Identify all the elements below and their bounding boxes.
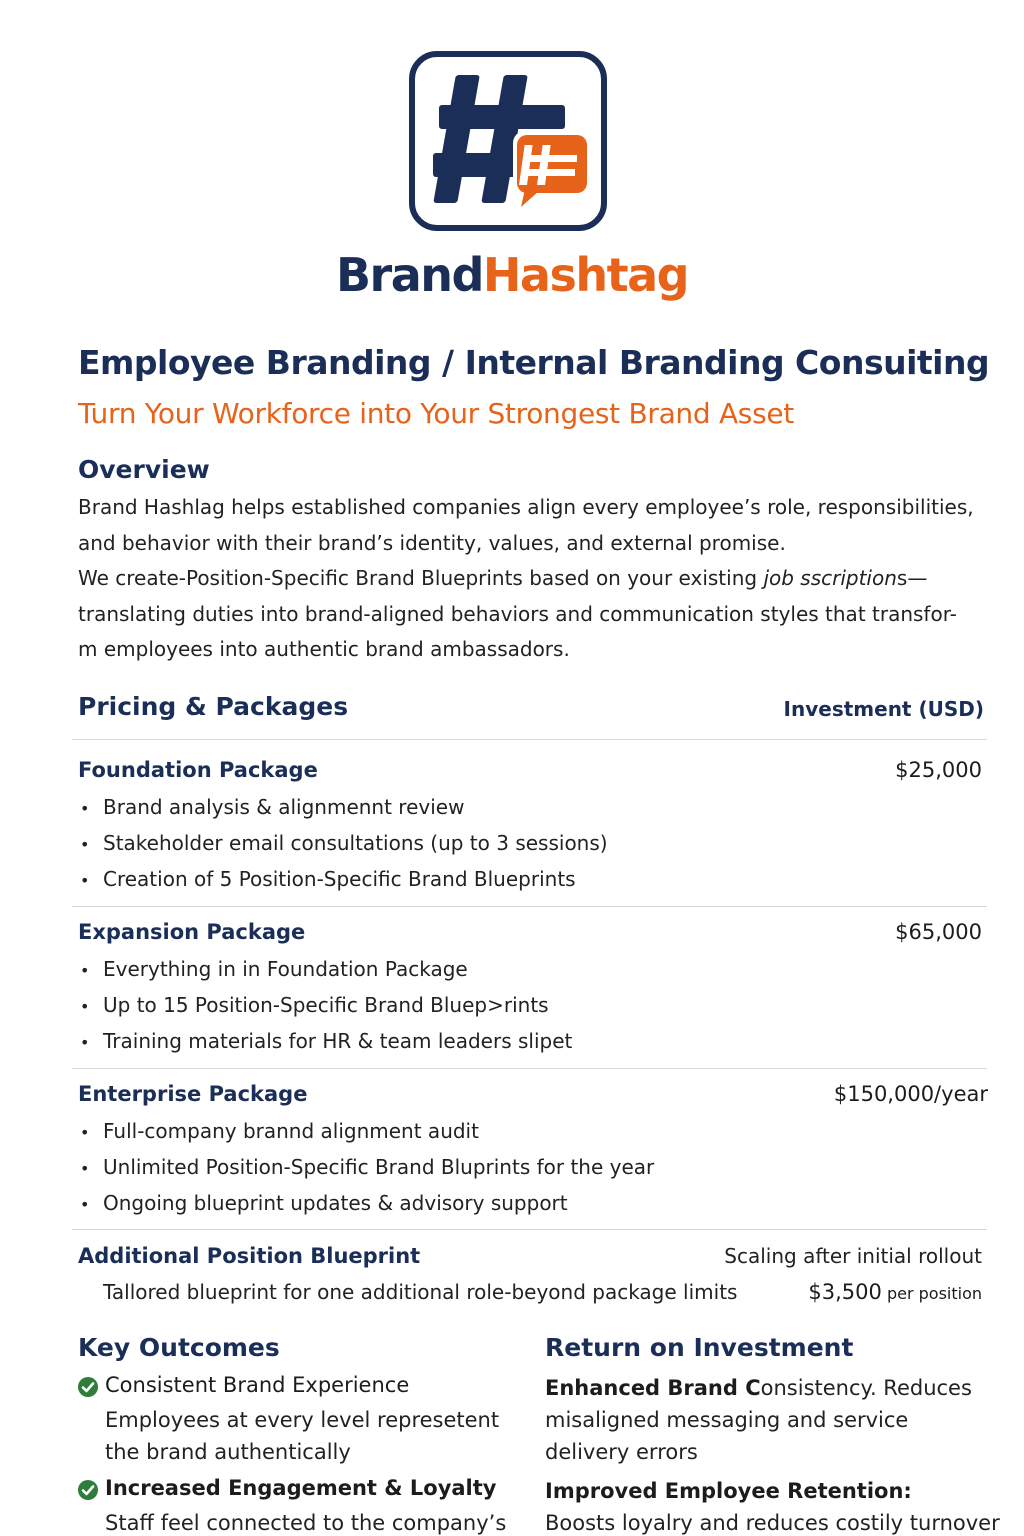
- check-circle-icon: [78, 1480, 98, 1500]
- package-price: $25,000: [895, 758, 982, 782]
- pricing-heading: Pricing & Packages: [78, 692, 349, 721]
- speech-bubble-icon: [513, 131, 591, 207]
- brand-name-part1: Brand: [335, 248, 483, 302]
- overview-line: m employees into authentic brand ambassadors.: [78, 637, 570, 661]
- package-features: [80, 1113, 654, 1221]
- divider: [72, 739, 987, 740]
- list-item: • Unlimited Position-Specific Brand Bluprints for the year: [80, 1155, 655, 1179]
- package-price: $65,000: [895, 920, 982, 944]
- list-item: • Up to 15 Position-Specific Brand Bluep>rints: [80, 993, 549, 1017]
- roi-heading: Return on Investment: [545, 1333, 854, 1362]
- package-price: $150,000/year: [833, 1082, 988, 1106]
- list-item: • Creation of 5 Position-Specific Brand Blueprints: [80, 867, 576, 891]
- outcome-description: Employees at every level represetent the brand authentically: [105, 1408, 500, 1464]
- divider: [72, 1068, 987, 1069]
- overview-line: translating duties into brand-aligned behaviors and communication styles that transfor-: [78, 601, 957, 626]
- package-name: Expansion Package: [78, 920, 306, 944]
- package-features: [80, 789, 608, 897]
- divider: [72, 1229, 987, 1230]
- outcome-description: Staff feel connected to the company’s: [105, 1511, 507, 1535]
- investment-column-header: Investment (USD): [783, 697, 984, 721]
- overview-line: and behavior with their brand’s identity, values, and external promise.: [78, 530, 786, 555]
- brand-name-part2: Hashtag: [482, 248, 689, 302]
- additional-blueprint-price: $3,500 per position: [808, 1280, 982, 1304]
- check-circle-icon: [78, 1377, 98, 1397]
- package-features: [80, 951, 572, 1059]
- list-item: • Training materials for HR & team leaders slipet: [80, 1029, 573, 1053]
- package-name: Enterprise Package: [78, 1082, 308, 1106]
- list-item: • Full-company brannd alignment audit: [80, 1119, 479, 1143]
- additional-blueprint-description: Tallored blueprint for one additional role-beyond package limits: [103, 1280, 738, 1304]
- list-item: • Ongoing blueprint updates & advisory support: [80, 1191, 568, 1215]
- overview-line: Brand Hashlag helps established companies align every employee’s role, responsibilities,: [78, 495, 974, 519]
- divider: [72, 906, 987, 907]
- brand-logo: [409, 51, 607, 231]
- package-name: Foundation Package: [78, 758, 318, 782]
- outcome-title: Consistent Brand Experience: [105, 1373, 410, 1397]
- additional-blueprint-note: Scaling after initial rollout: [724, 1244, 982, 1268]
- overview-text: [78, 490, 978, 668]
- hashtag-icon: [415, 57, 601, 225]
- roi-item: Improved Employee Retention: Boosts loyalry and reduces costily turnover: [545, 1479, 1000, 1535]
- list-item: • Brand analysis & alignmennt review: [80, 795, 465, 819]
- outcomes-heading: Key Outcomes: [78, 1333, 280, 1362]
- roi-item: Enhanced Brand Consistency. Reduces misaligned messaging and service delivery errors: [545, 1376, 972, 1464]
- list-item: • Everything in in Foundation Package: [80, 957, 468, 981]
- outcome-title: Increased Engagement & Loyalty: [105, 1476, 497, 1500]
- overview-heading: Overview: [78, 455, 210, 484]
- overview-line: We create-Position-Specific Brand Blueprints based on your existing job sscriptions—: [78, 566, 928, 590]
- page-title: Employee Branding / Internal Branding Consuiting: [78, 343, 990, 382]
- page-subtitle: Turn Your Workforce into Your Strongest Brand Asset: [78, 397, 794, 430]
- brand-wordmark: [0, 248, 1024, 302]
- list-item: • Stakeholder email consultations (up to 3 sessions): [80, 831, 608, 855]
- additional-blueprint-name: Additional Position Blueprint: [78, 1244, 421, 1268]
